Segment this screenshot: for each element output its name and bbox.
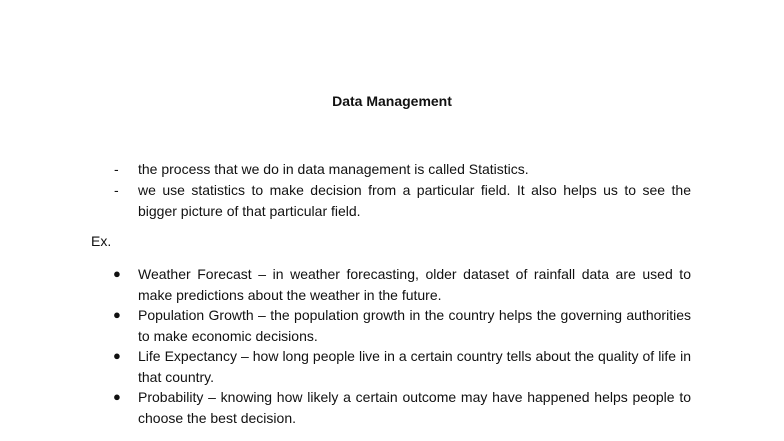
dash-marker: -	[114, 182, 119, 198]
dash-marker: -	[114, 161, 119, 177]
bullet-list-item	[0, 387, 691, 428]
bullet-item-text: Life Expectancy – how long people live in a certain country tells about the quality of life in that country.	[138, 348, 691, 385]
bullet-dot-icon: ●	[113, 348, 121, 363]
dash-item-text: the process that we do in data management is called Statistics.	[138, 161, 529, 177]
bullet-list-item	[0, 264, 691, 305]
page-title: Data Management	[332, 93, 452, 109]
bullet-item-text: Probability – knowing how likely a certain outcome may have happened helps people to choose the best decision.	[138, 389, 691, 426]
dash-list	[0, 159, 784, 222]
bullet-dot-icon: ●	[113, 307, 121, 322]
dash-item-text: we use statistics to make decision from a particular field. It also helps us to see the bigger picture of that particular field.	[138, 182, 691, 219]
example-label: Ex.	[91, 233, 112, 249]
dash-list-item	[0, 159, 691, 180]
bullet-list-item	[0, 305, 691, 346]
bullet-item-text: Population Growth – the population growth in the country helps the governing authorities to make economic decisions.	[138, 307, 691, 344]
bullet-dot-icon: ●	[113, 266, 121, 281]
bullet-list-item	[0, 346, 691, 387]
bullet-item-text: Weather Forecast – in weather forecasting, older dataset of rainfall data are used to make predictions about the weather in the future.	[138, 266, 691, 303]
bullet-list	[0, 264, 784, 428]
dash-list-item	[0, 180, 691, 222]
bullet-dot-icon: ●	[113, 389, 121, 404]
